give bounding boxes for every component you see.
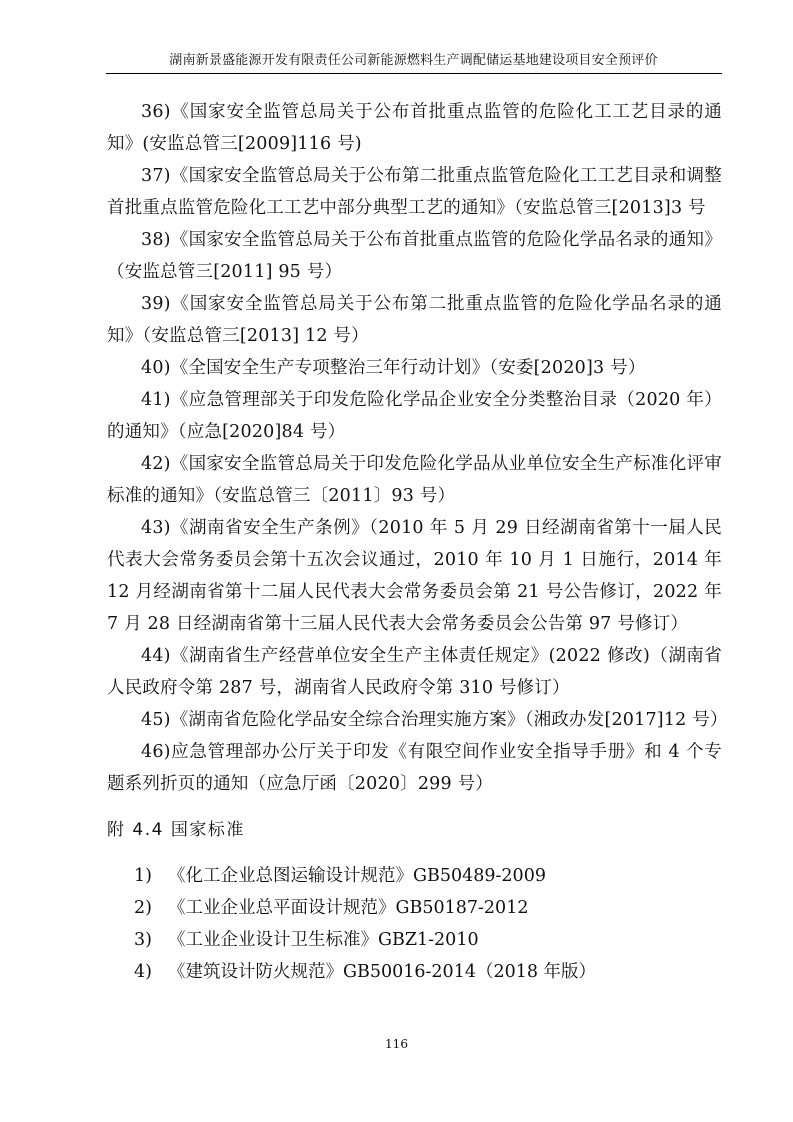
regulation-item-36: 36)《国家安全监管总局关于公布首批重点监管的危险化工工艺目录的通知》(安监总管三[2009]116 号) [107,102,722,154]
regulation-item-38: 38)《国家安全监管总局关于公布首批重点监管的危险化学品名录的通知》（安监总管三[2011] 95 号） [107,230,722,282]
regulation-item-41: 41)《应急管理部关于印发危险化学品企业安全分类整治目录（2020 年）的通知》（应急[2020]84 号） [107,390,722,442]
standard-text: 《工业企业设计卫生标准》GBZ1-2010 [168,930,479,950]
regulation-item-37: 37)《国家安全监管总局关于公布第二批重点监管危险化工工艺目录和调整首批重点监管危险化工工艺中部分典型工艺的通知》（安监总管三[2013]3 号 [107,166,722,218]
standard-number: 2) [134,898,152,918]
regulation-item-39: 39)《国家安全监管总局关于公布第二批重点监管的危险化学品名录的通知》（安监总管三[2013] 12 号） [107,294,722,346]
section-heading: 附 4.4 国家标准 [107,820,245,840]
regulation-item-40: 40)《全国安全生产专项整治三年行动计划》（安委[2020]3 号） [141,358,646,378]
standard-item [107,892,722,924]
regulation-item-44: 44)《湖南省生产经营单位安全生产主体责任规定》(2022 修改)（湖南省人民政府令第 287 号，湖南省人民政府令第 310 号修订） [107,646,722,698]
standard-item [107,956,722,988]
regulation-item-42: 42)《国家安全监管总局关于印发危险化学品从业单位安全生产标准化评审标准的通知》（安监总管三〔2011〕93 号） [107,454,722,506]
standard-item [107,860,722,892]
header-divider [106,73,722,74]
regulation-item-46: 46)应急管理部办公厅关于印发《有限空间作业安全指导手册》和 4 个专题系列折页的通知（应急厅函〔2020〕299 号） [107,742,722,794]
running-header: 湖南新景盛能源开发有限责任公司新能源燃料生产调配储运基地建设项目安全预评价 [169,53,658,68]
page-number: 116 [385,1037,408,1051]
standard-number: 4) [134,962,152,982]
standard-item [107,924,722,956]
document-body [107,96,728,988]
standard-number: 1) [134,866,152,886]
regulation-item-43: 43)《湖南省安全生产条例》（2010 年 5 月 29 日经湖南省第十一届人民代表大会常务委员会第十五次会议通过，2010 年 10 月 1 日施行，2014 年 12 月经湖南省第十二届人民代表大会常务委员会第 21 号公告修订，2022 年 7 月 28 日经湖南省第十三届人民代表大会常务委员会公告第 97 号修订） [107,518,722,634]
regulation-item-45: 45)《湖南省危险化学品安全综合治理实施方案》（湘政办发[2017]12 号） [141,710,728,730]
standard-text: 《化工企业总图运输设计规范》GB50489-2009 [168,866,546,886]
standard-text: 《建筑设计防火规范》GB50016-2014（2018 年版） [168,962,597,982]
standard-number: 3) [134,930,152,950]
standard-text: 《工业企业总平面设计规范》GB50187-2012 [168,898,529,918]
